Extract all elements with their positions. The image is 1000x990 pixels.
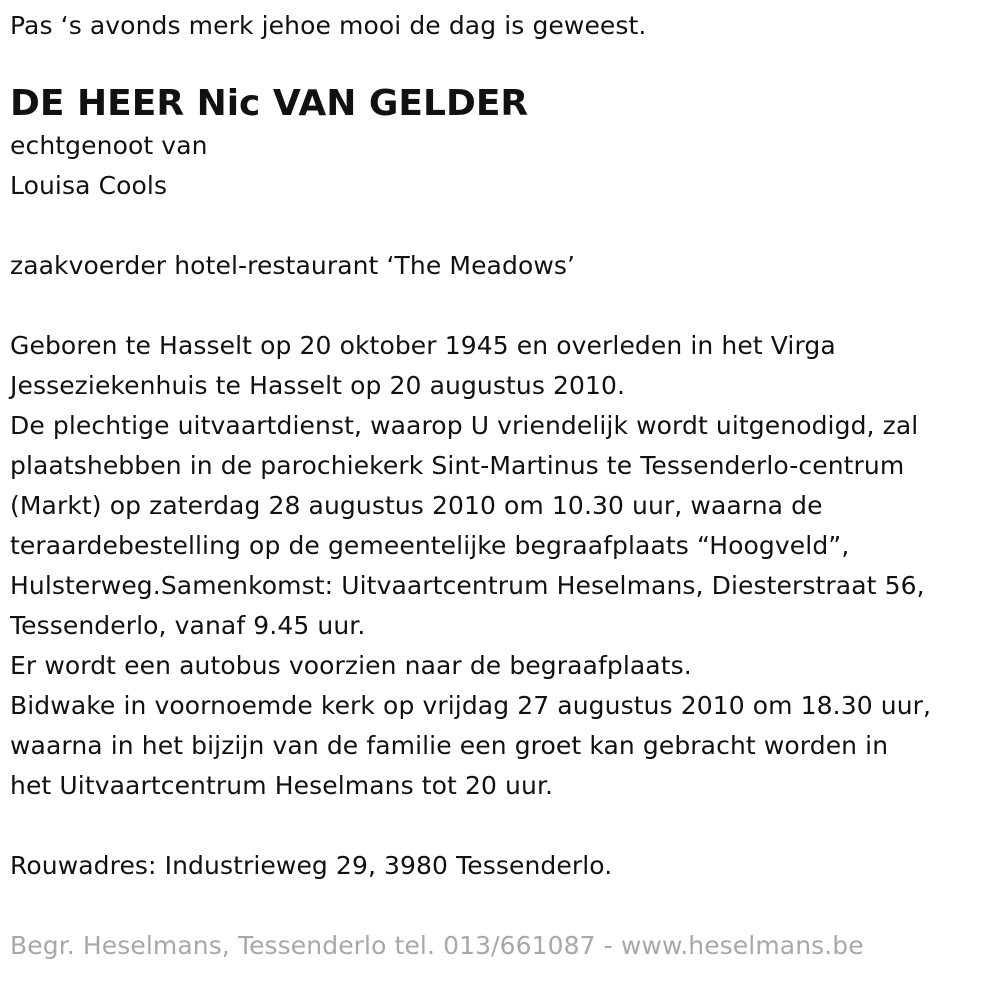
motto-text: Pas ‘s avonds merk jehoe mooi de dag is geweest. (10, 11, 647, 40)
relation-text: echtgenoot van (10, 131, 208, 160)
obituary-notice (10, 6, 995, 966)
spacer (10, 886, 995, 926)
body-line: Jesseziekenhuis te Hasselt op 20 augustus 2010. (10, 371, 626, 400)
occupation-text: zaakvoerder hotel-restaurant ‘The Meadows’ (10, 251, 576, 280)
body-line: Tessenderlo, vanaf 9.45 uur. (10, 611, 366, 640)
spacer (10, 806, 995, 846)
spouse-name: Louisa Cools (10, 171, 168, 200)
spacer (10, 206, 995, 246)
spacer (10, 286, 995, 326)
body-line: Er wordt een autobus voorzien naar de begraafplaats. (10, 651, 692, 680)
body-line: teraardebestelling op de gemeentelijke begraafplaats “Hoogveld”, (10, 531, 850, 560)
body-line: waarna in het bijzijn van de familie een groet kan gebracht worden in (10, 731, 889, 760)
funeral-home-footer: Begr. Heselmans, Tessenderlo tel. 013/661087 - www.heselmans.be (10, 931, 864, 960)
body-line: Geboren te Hasselt op 20 oktober 1945 en overleden in het Virga (10, 331, 836, 360)
body-line: Hulsterweg.Samenkomst: Uitvaartcentrum Heselmans, Diesterstraat 56, (10, 571, 925, 600)
body-line: plaatshebben in de parochiekerk Sint-Martinus te Tessenderlo-centrum (10, 451, 905, 480)
body-line: (Markt) op zaterdag 28 augustus 2010 om 10.30 uur, waarna de (10, 491, 823, 520)
mourning-address: Rouwadres: Industrieweg 29, 3980 Tessenderlo. (10, 851, 613, 880)
body-line: De plechtige uitvaartdienst, waarop U vriendelijk wordt uitgenodigd, zal (10, 411, 919, 440)
body-line: het Uitvaartcentrum Heselmans tot 20 uur. (10, 771, 554, 800)
deceased-name: DE HEER Nic VAN GELDER (10, 83, 529, 124)
body-line: Bidwake in voornoemde kerk op vrijdag 27 augustus 2010 om 18.30 uur, (10, 691, 932, 720)
